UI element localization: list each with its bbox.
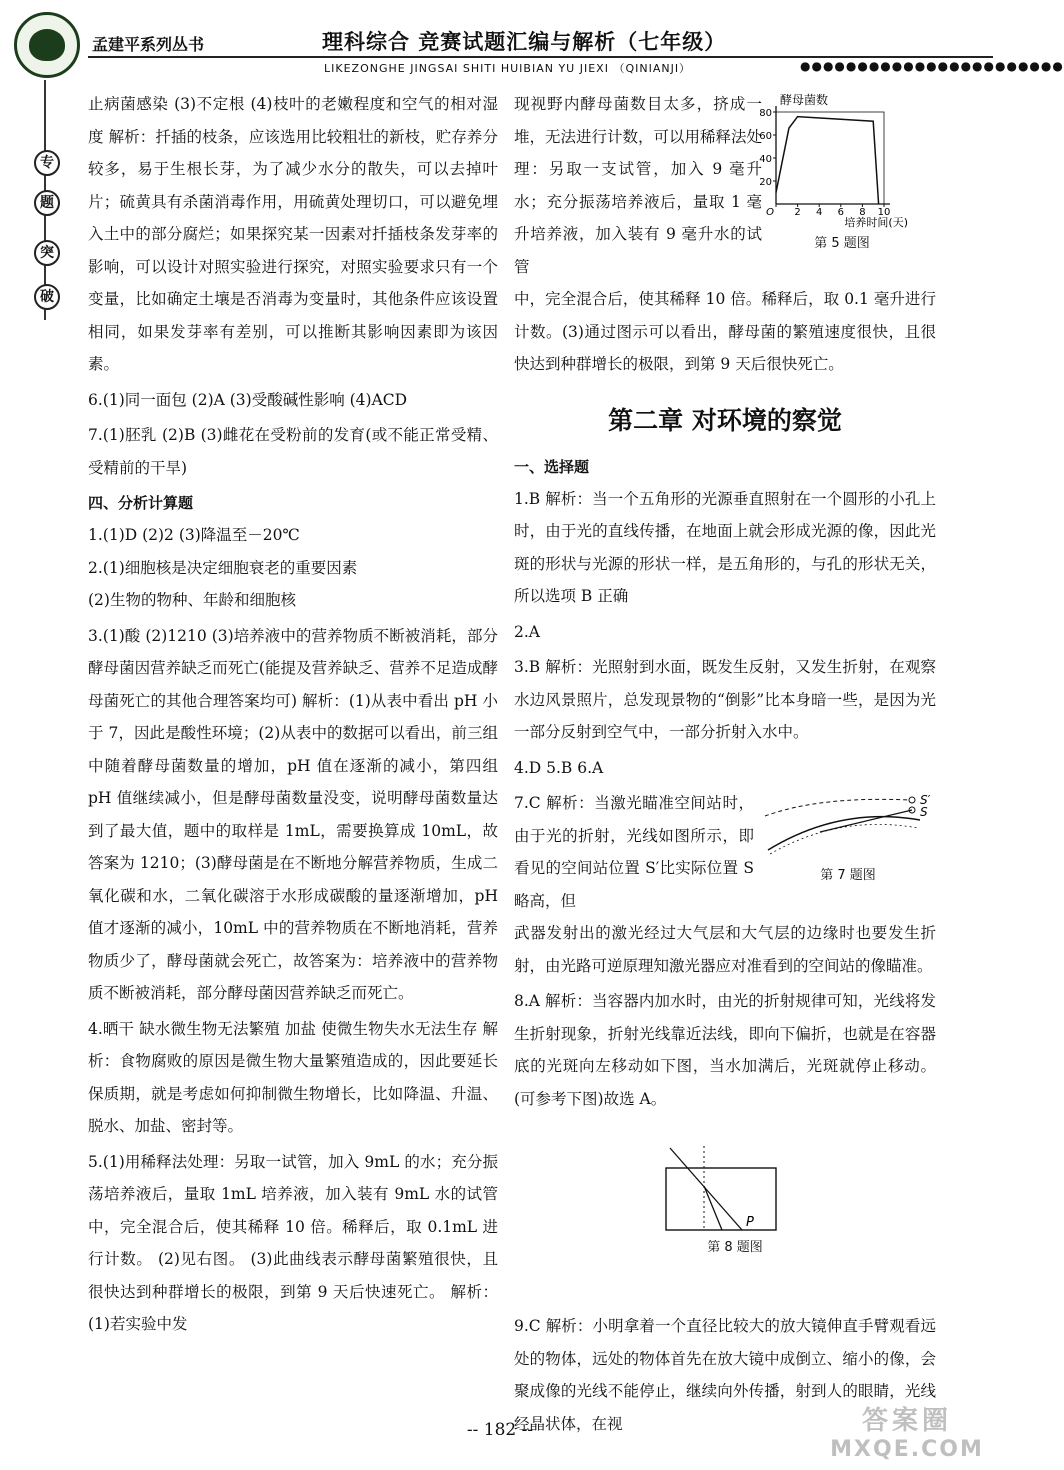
answer-ch2-q7: 7.C 解析：当激光瞄准空间站时，由于光的折射，光线如图所示，即看见的空间站位置 S′比实际位置 S 略高，但	[514, 794, 754, 910]
header-dots-decoration: ●●●●●●●●●●●●●●●●●●●●●●●	[800, 59, 1064, 73]
series-logo	[14, 12, 80, 78]
answer-ch2-q3: 3.B 解析：光照射到水面，既发生反射，又发生折射，在观察水边风景照片，总发现景物的“倒影”比本身暗一些，是因为光一部分反射到空气中，一部分折射入水中。	[514, 658, 936, 741]
watermark-line2: MXQE.COM	[830, 1437, 984, 1462]
section-heading-analysis: 四、分析计算题	[88, 494, 194, 512]
answer-ch2-q1: 1.B 解析：当一个五角形的光源垂直照射在一个圆形的小孔上时，由于光的直线传播，在地面上就会形成光源的像，因此光斑的形状与光源的形状一样，是五角形的，与孔的形状无关，所以选项 B 正确	[514, 489, 936, 605]
incident-ray	[670, 1148, 742, 1230]
laser-ray	[820, 810, 912, 832]
label-s-prime: S′	[920, 793, 931, 807]
label-s: S	[920, 805, 928, 819]
watermark-line1: 答案圈	[861, 1406, 952, 1436]
answer-q7: 7.(1)胚乳 (2)B (3)雌花在受粉前的发育(或不能正常受精、受精前的干旱)	[88, 426, 498, 477]
figure-7	[760, 790, 936, 890]
section-heading-choice: 一、选择题	[514, 457, 590, 476]
side-label-zhuan: 专	[34, 150, 60, 176]
answer-analysis-q2-part2: (2)生物的物种、年龄和细胞核	[88, 591, 296, 609]
logo-emblem	[29, 29, 65, 61]
answer-ch2-q2: 2.A	[514, 622, 540, 641]
chapter-heading: 第二章 对环境的察觉	[608, 405, 842, 435]
side-label-tu: 突	[34, 240, 60, 266]
refraction-diagram	[760, 790, 936, 860]
x-tick-label: 10	[877, 207, 891, 218]
watermark-logo	[822, 1400, 992, 1464]
answer-q5-continued-full: 中，完全混合后，使其稀释 10 倍。稀释后，取 0.1 毫升进行计数。(3)通过图示可以看出，酵母菌的繁殖速度很快，且很快达到种群增长的极限，到第 9 天后很快死亡。	[514, 290, 936, 373]
answer-analysis-q2-part1: 2.(1)细胞核是决定细胞衰老的重要因素	[88, 558, 358, 577]
answer-q6: 6.(1)同一面包 (2)A (3)受酸碱性影响 (4)ACD	[88, 390, 408, 409]
y-axis-label: 酵母菌数	[780, 93, 829, 107]
refracted-ray	[704, 1186, 722, 1230]
container-diagram	[660, 1146, 810, 1232]
left-column	[88, 88, 498, 1341]
side-label-po: 破	[34, 284, 60, 310]
y-tick-label: 20	[759, 177, 772, 188]
book-title: 理科综合 竞赛试题汇编与解析（七年级）	[322, 30, 727, 54]
atmosphere-hatch	[770, 824, 918, 854]
atmosphere-boundary	[768, 817, 920, 850]
figure-5	[754, 92, 930, 250]
y-tick-label: 80	[759, 108, 772, 119]
answer-analysis-q4: 4.晒干 缺水微生物无法繁殖 加盐 使微生物失水无法生存 解析：食物腐败的原因是微生物大量繁殖造成的，因此要延长保质期，就是考虑如何抑制微生物增长，比如降温、升温、脱水、加盐、密封等。	[88, 1019, 498, 1135]
figure-7-caption: 第 7 题图	[820, 868, 876, 883]
q5-continued-wrap	[514, 88, 762, 283]
container	[666, 1168, 776, 1230]
y-tick-label: 40	[759, 154, 772, 165]
answer-analysis-q3: 3.(1)酸 (2)1210 (3)培养液中的营养物质不断被消耗，部分酵母菌因营养缺乏而死亡(能提及营养缺乏、营养不足造成酵母菌死亡的其他合理答案均可) 解析：(1)从表中看出 pH 小于 7，因此是酸性环境；(2)从表中的数据可以看出，前三组中随着酵母菌数量的增加，pH 值在逐渐的减小，第四组 pH 值继续减小，但是酵母菌数量没变，说明酵母菌数量达到了最大值，题中的取样是 1mL，需要换算成 10mL，故答案为 1210；(3)酵母菌是在不断地分解营养物质，生成二氧化碳和水，二氧化碳溶于水形成碳酸的量逐渐增加，pH 值才逐渐的减小，10mL 中的营养物质在不断地消耗，营养物质少了，酵母菌就会死亡，故答案为：培养液中的营养物质不断被消耗，部分酵母菌因营养缺乏而死亡。	[88, 626, 498, 1002]
answer-ch2-q9: 9.C 解析：小明拿着一个直径比较大的放大镜伸直手臂观看远处的物体，远处的物体首先在放大镜中成倒立、缩小的像，会聚成像的光线不能停止，继续向外传播，射到人的眼睛，光线经晶状体，在视	[514, 1317, 936, 1433]
growth-curve	[776, 117, 879, 204]
apparent-light-path	[765, 799, 910, 816]
x-tick-label: 4	[816, 207, 823, 218]
side-label-ti: 题	[34, 190, 60, 216]
answer-ch2-q7-continued: 武器发射出的激光经过大气层和大气层的边缘时也要发生折射，由光路可逆原理知激光器应对准看到的空间站的像瞄准。	[514, 924, 936, 975]
answer-q5-continued: 现视野内酵母菌数目太多，挤成一堆，无法进行计数，可以用稀释法处理：另取一支试管，加入 9 毫升水；充分振荡培养液后，量取 1 毫升培养液，加入装有 9 毫升水的试管	[514, 95, 763, 276]
x-tick-label: 6	[837, 207, 844, 218]
q7-wrap	[514, 787, 754, 917]
label-p: P	[746, 1215, 754, 1230]
y-tick-label: 60	[759, 131, 772, 142]
answer-analysis-q5: 5.(1)用稀释法处理：另取一试管，加入 9mL 的水；充分振荡培养液后，量取 1mL 培养液，加入装有 9mL 水的试管中，完全混合后，使其稀释 10 倍。稀释后，取 0.1mL 进行计数。 (2)见右图。 (3)此曲线表示酵母菌繁殖很快，且很快达到种群增长的极限，到第 9 天后快速死亡。 解析：(1)若实验中发	[88, 1152, 498, 1333]
figure-8	[660, 1146, 810, 1256]
answer-paragraph: 止病菌感染 (3)不定根 (4)枝叶的老嫩程度和空气的相对湿度 解析：扦插的枝条，应该选用比较粗壮的新枝，贮存养分较多，易于生根长芽，为了减少水分的散失，可以去掉叶片；硫黄具有杀菌消毒作用，用硫黄处理切口，可以避免埋入土中的部分腐烂；如果探究某一因素对扦插枝条发芽率的影响，可以设计对照实验进行探究，对照实验要求只有一个变量，比如确定土壤是否消毒为变量时，其他条件应该设置相同，如果发芽率有差别，可以推断其影响因素即为该因素。	[88, 95, 498, 373]
figure-5-caption: 第 5 题图	[814, 236, 870, 251]
x-tick-label: 2	[794, 207, 801, 218]
series-name: 孟建平系列丛书	[92, 35, 205, 54]
image-position-s-prime	[909, 797, 915, 803]
page-number: -- 182 --	[466, 1420, 534, 1440]
header-divider	[88, 56, 993, 58]
plot-frame	[776, 112, 884, 204]
book-title-pinyin: LIKEZONGHE JINGSAI SHITI HUIBIAN YU JIEXI （QINIANJI）	[324, 62, 692, 75]
figure-8-caption: 第 8 题图	[707, 1240, 763, 1255]
x-axis-label: 培养时间(天)	[844, 216, 908, 229]
x-tick-label: 8	[859, 207, 866, 218]
yeast-growth-chart	[754, 92, 930, 228]
x-tick-label: O	[766, 207, 774, 218]
answer-ch2-q8: 8.A 解析：当容器内加水时，由光的折射规律可知，光线将发生折射现象，折射光线靠近法线，即向下偏折，也就是在容器底的光斑向左移动如下图，当水加满后，光斑就停止移动。(可参考下图)故选 A。	[514, 992, 936, 1108]
answer-analysis-q1: 1.(1)D (2)2 (3)降温至－20℃	[88, 526, 300, 544]
answer-ch2-q456: 4.D 5.B 6.A	[514, 758, 604, 777]
